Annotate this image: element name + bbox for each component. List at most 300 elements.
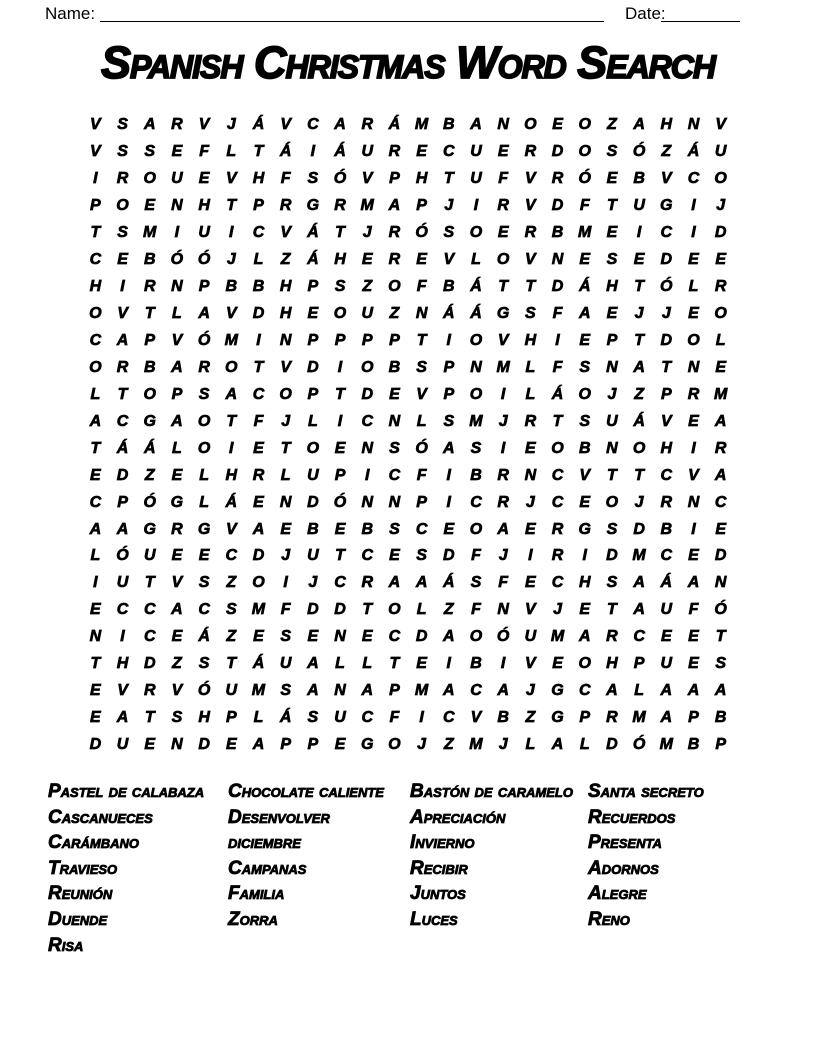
- grid-letter: C: [470, 682, 482, 700]
- grid-letter: Z: [525, 709, 536, 727]
- grid-letter: T: [607, 601, 617, 619]
- grid-letter: Á: [470, 305, 482, 323]
- grid-letter: C: [89, 331, 102, 349]
- grid-letter: G: [551, 709, 564, 727]
- grid-letter: A: [171, 358, 183, 376]
- grid-letter: J: [553, 601, 562, 619]
- grid-letter: Á: [660, 574, 673, 592]
- word-list-column: [588, 779, 704, 933]
- grid-letter: P: [389, 682, 400, 700]
- grid-letter: U: [606, 412, 618, 430]
- grid-letter: E: [144, 736, 156, 754]
- grid-letter: E: [416, 251, 427, 269]
- grid-letter: I: [174, 224, 180, 242]
- grid-letter: R: [524, 143, 537, 161]
- grid-letter: E: [579, 601, 591, 619]
- grid-letter: O: [605, 493, 619, 511]
- grid-letter: Á: [252, 655, 265, 673]
- grid-letter: D: [361, 385, 373, 403]
- grid-letter: I: [419, 709, 424, 727]
- grid-letter: H: [198, 709, 210, 727]
- grid-letter: U: [660, 601, 673, 619]
- word-list-item: Travieso: [48, 857, 118, 879]
- grid-letter: C: [633, 628, 645, 646]
- grid-letter: V: [688, 466, 699, 484]
- grid-letter: I: [636, 224, 642, 242]
- grid-letter: M: [414, 116, 429, 134]
- grid-letter: E: [525, 520, 536, 538]
- word-list-item: Adornos: [588, 857, 659, 879]
- grid-letter: R: [497, 466, 509, 484]
- grid-letter: J: [498, 736, 508, 754]
- word-list-item: Presenta: [588, 832, 662, 854]
- grid-letter: M: [360, 197, 374, 215]
- grid-letter: H: [606, 655, 618, 673]
- grid-letter: E: [688, 628, 699, 646]
- grid-letter: D: [116, 466, 129, 484]
- grid-letter: R: [334, 197, 346, 215]
- grid-letter: A: [307, 682, 319, 700]
- grid-letter: M: [414, 682, 429, 700]
- grid-letter: O: [89, 358, 102, 376]
- grid-letter: Ó: [632, 736, 646, 754]
- grid-letter: T: [715, 628, 726, 646]
- grid-letter: V: [660, 412, 672, 430]
- grid-letter: A: [252, 520, 265, 538]
- grid-letter: L: [172, 305, 182, 323]
- grid-letter: C: [660, 547, 673, 565]
- word-list-item: Zorra: [228, 908, 278, 930]
- grid-letter: V: [525, 197, 536, 215]
- grid-letter: N: [524, 466, 537, 484]
- grid-letter: S: [470, 574, 482, 592]
- grid-letter: A: [198, 305, 210, 323]
- grid-letter: S: [579, 358, 591, 376]
- grid-letter: E: [171, 628, 183, 646]
- grid-letter: P: [307, 736, 319, 754]
- grid-letter: F: [579, 197, 590, 215]
- grid-letter: S: [606, 251, 618, 269]
- grid-letter: L: [280, 466, 291, 484]
- grid-letter: L: [525, 385, 536, 403]
- grid-letter: U: [307, 547, 319, 565]
- grid-letter: U: [171, 170, 183, 188]
- grid-letter: E: [579, 331, 591, 349]
- grid-letter: U: [361, 305, 373, 323]
- grid-letter: T: [634, 466, 644, 484]
- grid-letter: D: [307, 358, 319, 376]
- grid-letter: M: [469, 736, 483, 754]
- grid-letter: B: [388, 358, 401, 376]
- word-list-item: Cascanueces: [48, 806, 153, 828]
- grid-letter: P: [688, 709, 699, 727]
- grid-letter: A: [116, 520, 129, 538]
- grid-letter: D: [443, 547, 455, 565]
- grid-letter: E: [90, 601, 101, 619]
- grid-letter: E: [715, 251, 726, 269]
- grid-letter: J: [226, 251, 236, 269]
- grid-letter: R: [606, 709, 618, 727]
- grid-letter: Ó: [415, 439, 428, 457]
- grid-letter: G: [143, 520, 156, 538]
- grid-letter: J: [607, 385, 617, 403]
- grid-letter: U: [116, 736, 129, 754]
- grid-letter: R: [198, 358, 210, 376]
- grid-letter: C: [687, 170, 700, 188]
- grid-letter: E: [198, 170, 210, 188]
- grid-letter: C: [551, 493, 564, 511]
- grid-letter: P: [334, 466, 346, 484]
- grid-letter: C: [714, 493, 727, 511]
- grid-letter: S: [579, 412, 591, 430]
- grid-letter: E: [688, 412, 699, 430]
- grid-letter: C: [443, 143, 455, 161]
- grid-letter: T: [280, 439, 291, 457]
- grid-letter: S: [307, 170, 319, 188]
- grid-letter: F: [389, 709, 400, 727]
- grid-letter: E: [606, 170, 618, 188]
- grid-letter: T: [226, 412, 237, 430]
- grid-letter: V: [525, 655, 536, 673]
- grid-letter: D: [198, 736, 210, 754]
- grid-letter: U: [660, 655, 673, 673]
- grid-letter: A: [116, 331, 129, 349]
- grid-letter: R: [252, 466, 265, 484]
- grid-letter: T: [335, 385, 345, 403]
- grid-letter: R: [606, 628, 618, 646]
- grid-letter: A: [89, 520, 102, 538]
- grid-letter: P: [416, 493, 427, 511]
- grid-letter: Á: [687, 143, 700, 161]
- grid-letter: P: [117, 493, 128, 511]
- grid-letter: C: [361, 547, 373, 565]
- grid-letter: E: [144, 197, 156, 215]
- grid-letter: D: [307, 601, 319, 619]
- grid-letter: C: [361, 709, 373, 727]
- grid-letter: B: [470, 466, 482, 484]
- grid-letter: G: [306, 197, 320, 215]
- grid-letter: J: [525, 682, 535, 700]
- grid-letter: I: [93, 170, 98, 188]
- grid-letter: I: [582, 547, 587, 565]
- grid-letter: H: [225, 466, 238, 484]
- grid-letter: Á: [143, 439, 156, 457]
- grid-letter: N: [687, 358, 700, 376]
- grid-letter: P: [579, 709, 591, 727]
- word-list-item: Santa secreto: [588, 781, 704, 802]
- grid-letter: E: [715, 520, 726, 538]
- word-list-item: Luces: [410, 908, 458, 930]
- grid-letter: V: [660, 170, 672, 188]
- grid-letter: D: [633, 520, 645, 538]
- grid-letter: L: [471, 251, 481, 269]
- grid-letter: E: [361, 251, 373, 269]
- grid-letter: U: [198, 224, 210, 242]
- grid-letter: D: [714, 547, 727, 565]
- grid-letter: J: [308, 574, 318, 592]
- grid-letter: L: [416, 412, 427, 430]
- grid-letter: Z: [607, 116, 617, 134]
- grid-letter: S: [117, 116, 128, 134]
- grid-letter: N: [388, 412, 401, 430]
- grid-letter: O: [496, 251, 510, 269]
- grid-letter: M: [632, 547, 646, 565]
- grid-letter: E: [497, 143, 509, 161]
- grid-letter: P: [606, 331, 618, 349]
- grid-letter: U: [714, 143, 727, 161]
- grid-letter: A: [606, 682, 618, 700]
- grid-letter: E: [606, 305, 618, 323]
- grid-letter: A: [388, 197, 401, 215]
- grid-letter: E: [715, 358, 726, 376]
- grid-letter: D: [606, 736, 618, 754]
- grid-letter: M: [578, 224, 592, 242]
- grid-letter: C: [578, 682, 591, 700]
- grid-letter: C: [252, 224, 265, 242]
- grid-letter: R: [524, 224, 537, 242]
- grid-letter: V: [280, 224, 291, 242]
- grid-letter: N: [334, 628, 346, 646]
- grid-letter: G: [551, 682, 564, 700]
- grid-letter: Z: [226, 574, 237, 592]
- grid-letter: O: [687, 331, 700, 349]
- grid-letter: H: [606, 278, 618, 296]
- grid-letter: S: [443, 412, 455, 430]
- grid-letter: T: [498, 278, 509, 296]
- grid-letter: S: [606, 520, 618, 538]
- word-list-item: Recuerdos: [588, 806, 676, 828]
- grid-letter: V: [443, 251, 455, 269]
- grid-letter: M: [713, 385, 728, 403]
- grid-letter: B: [714, 709, 727, 727]
- grid-letter: Z: [226, 628, 237, 646]
- grid-letter: N: [687, 116, 700, 134]
- word-list-column: [410, 779, 573, 933]
- grid-letter: C: [89, 493, 102, 511]
- grid-letter: E: [389, 385, 400, 403]
- grid-letter: P: [660, 385, 672, 403]
- grid-letter: C: [388, 628, 401, 646]
- grid-letter: N: [171, 197, 183, 215]
- grid-letter: T: [552, 412, 563, 430]
- grid-letter: E: [307, 305, 319, 323]
- grid-letter: E: [334, 736, 346, 754]
- grid-letter: S: [171, 709, 183, 727]
- grid-letter: N: [279, 331, 292, 349]
- grid-letter: T: [144, 709, 155, 727]
- grid-letter: E: [688, 251, 699, 269]
- grid-letter: T: [416, 331, 427, 349]
- grid-letter: O: [116, 197, 129, 215]
- grid-letter: E: [416, 655, 427, 673]
- grid-letter: S: [470, 439, 482, 457]
- grid-letter: Ó: [143, 493, 156, 511]
- grid-letter: O: [632, 439, 646, 457]
- grid-letter: P: [334, 331, 346, 349]
- grid-letter: U: [116, 574, 129, 592]
- grid-letter: F: [688, 601, 699, 619]
- grid-letter: A: [687, 682, 700, 700]
- grid-letter: R: [388, 251, 401, 269]
- grid-letter: L: [199, 466, 209, 484]
- grid-letter: I: [446, 655, 451, 673]
- grid-letter: O: [469, 628, 483, 646]
- grid-letter: Á: [633, 412, 645, 430]
- grid-letter: I: [229, 224, 234, 242]
- grid-letter: J: [661, 305, 671, 323]
- grid-letter: I: [473, 197, 479, 215]
- grid-letter: F: [253, 412, 264, 430]
- grid-letter: E: [416, 143, 427, 161]
- grid-letter: Á: [307, 251, 319, 269]
- grid-letter: V: [171, 331, 183, 349]
- grid-letter: N: [497, 601, 509, 619]
- grid-letter: I: [446, 331, 451, 349]
- grid-letter: U: [334, 709, 346, 727]
- grid-letter: C: [225, 547, 238, 565]
- grid-letter: P: [90, 197, 101, 215]
- grid-letter: A: [633, 601, 645, 619]
- grid-letter: Ó: [333, 493, 347, 511]
- grid-letter: Ó: [197, 682, 211, 700]
- word-list-column: [228, 779, 384, 933]
- grid-letter: I: [691, 197, 696, 215]
- grid-letter: P: [361, 331, 373, 349]
- grid-letter: L: [525, 358, 536, 376]
- grid-letter: B: [687, 736, 700, 754]
- grid-letter: T: [525, 278, 536, 296]
- grid-letter: O: [89, 305, 102, 323]
- grid-letter: I: [256, 331, 261, 349]
- grid-letter: R: [714, 278, 727, 296]
- grid-letter: E: [253, 439, 264, 457]
- grid-letter: Ó: [333, 170, 347, 188]
- grid-letter: H: [524, 331, 537, 349]
- grid-letter: S: [280, 682, 291, 700]
- grid-letter: J: [634, 305, 644, 323]
- grid-letter: T: [253, 143, 264, 161]
- grid-letter: N: [551, 251, 564, 269]
- grid-letter: A: [660, 709, 673, 727]
- grid-letter: Á: [443, 574, 455, 592]
- grid-letter: M: [224, 331, 238, 349]
- grid-letter: O: [225, 358, 238, 376]
- grid-letter: G: [197, 520, 211, 538]
- grid-letter: E: [389, 547, 400, 565]
- grid-letter: B: [470, 655, 482, 673]
- grid-letter: J: [362, 224, 372, 242]
- grid-letter: F: [552, 305, 563, 323]
- grid-letter: D: [551, 143, 564, 161]
- grid-letter: E: [90, 466, 101, 484]
- grid-letter: P: [633, 655, 645, 673]
- grid-letter: A: [633, 116, 645, 134]
- grid-letter: Á: [198, 628, 210, 646]
- grid-letter: I: [500, 385, 506, 403]
- grid-letter: I: [691, 520, 696, 538]
- grid-letter: O: [279, 385, 292, 403]
- grid-letter: V: [117, 682, 128, 700]
- grid-letter: S: [525, 305, 536, 323]
- word-list-item: Pastel de calabaza: [48, 781, 205, 802]
- grid-letter: F: [416, 466, 427, 484]
- grid-letter: B: [660, 520, 673, 538]
- grid-letter: Ó: [170, 251, 184, 269]
- grid-letter: E: [253, 493, 264, 511]
- grid-letter: T: [661, 358, 672, 376]
- grid-letter: D: [252, 547, 265, 565]
- grid-letter: R: [714, 439, 727, 457]
- grid-letter: Ó: [197, 331, 211, 349]
- grid-letter: C: [388, 466, 401, 484]
- grid-letter: E: [497, 224, 509, 242]
- grid-letter: E: [225, 736, 237, 754]
- grid-letter: E: [606, 224, 618, 242]
- grid-letter: F: [199, 143, 209, 161]
- grid-letter: V: [198, 116, 210, 134]
- grid-letter: Á: [470, 278, 482, 296]
- grid-letter: O: [143, 385, 156, 403]
- grid-letter: P: [416, 197, 427, 215]
- grid-letter: C: [443, 709, 455, 727]
- grid-letter: T: [443, 170, 454, 188]
- grid-letter: P: [389, 331, 400, 349]
- grid-letter: N: [470, 358, 482, 376]
- grid-letter: G: [170, 493, 184, 511]
- grid-letter: A: [307, 655, 319, 673]
- grid-letter: P: [307, 385, 319, 403]
- grid-letter: R: [388, 224, 401, 242]
- grid-letter: V: [715, 116, 726, 134]
- grid-letter: Ó: [496, 628, 510, 646]
- grid-letter: D: [89, 736, 102, 754]
- grid-letter: A: [89, 412, 102, 430]
- grid-letter: I: [555, 331, 560, 349]
- grid-letter: A: [497, 682, 509, 700]
- grid-letter: O: [714, 170, 727, 188]
- grid-letter: O: [578, 143, 591, 161]
- grid-letter: S: [307, 709, 319, 727]
- grid-letter: I: [691, 439, 696, 457]
- grid-letter: E: [688, 655, 699, 673]
- grid-letter: I: [120, 628, 125, 646]
- grid-letter: Á: [225, 493, 238, 511]
- grid-letter: Z: [144, 466, 155, 484]
- word-list-item: Alegre: [588, 883, 647, 905]
- grid-letter: L: [253, 709, 264, 727]
- grid-letter: N: [606, 358, 618, 376]
- grid-letter: M: [632, 709, 646, 727]
- grid-letter: H: [415, 170, 428, 188]
- grid-letter: D: [415, 628, 428, 646]
- word-list-item: Invierno: [410, 832, 475, 854]
- grid-letter: V: [171, 574, 183, 592]
- grid-letter: N: [171, 278, 183, 296]
- grid-letter: R: [497, 493, 509, 511]
- grid-letter: A: [633, 574, 645, 592]
- grid-letter: A: [578, 628, 591, 646]
- grid-letter: P: [443, 385, 455, 403]
- grid-letter: L: [335, 655, 345, 673]
- grid-letter: L: [688, 278, 699, 296]
- grid-letter: H: [279, 305, 292, 323]
- grid-letter: N: [497, 116, 509, 134]
- grid-letter: V: [225, 170, 237, 188]
- grid-letter: C: [143, 601, 156, 619]
- grid-letter: E: [633, 251, 645, 269]
- grid-letter: S: [280, 628, 291, 646]
- grid-letter: J: [525, 493, 535, 511]
